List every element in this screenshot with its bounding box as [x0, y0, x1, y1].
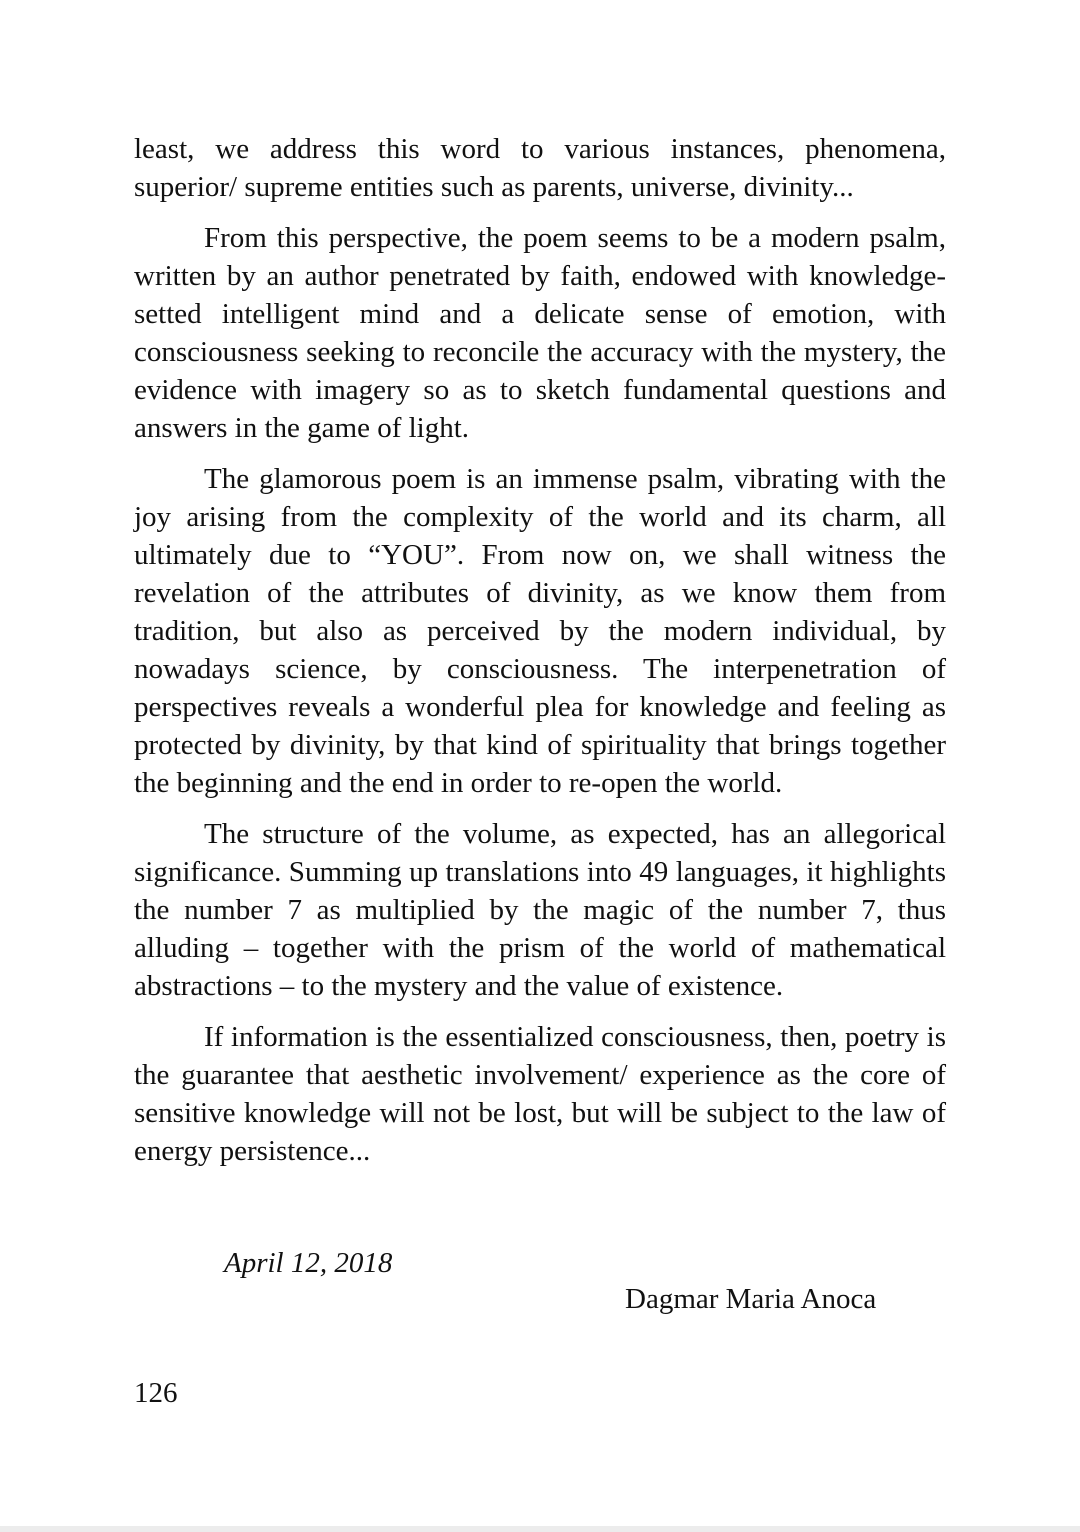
signature-date: April 12, 2018 [224, 1247, 393, 1279]
signature-author: Dagmar Maria Anoca [625, 1283, 877, 1315]
paragraph-volume-structure: The structure of the volume, as expected, has an allegorical significance. Summing up translations into 49 languages, it highlights the number 7 as multiplied by the magic of the number 7, thus alluding – together with the prism of the world of mathematical abstractions – to the mystery and the value of existence. [134, 818, 946, 1002]
paragraph-modern-psalm: From this perspective, the poem seems to be a modern psalm, written by an author penetrated by faith, endowed with knowledge-setted intelligent mind and a delicate sense of emotion, with consciousness seeking to reconcile the accuracy with the mystery, the evidence with imagery so as to sketch fundamental questions and answers in the game of light. [134, 222, 946, 444]
paragraph-information-poetry: If information is the essentialized consciousness, then, poetry is the guarantee that aesthetic involvement/ experience as the core of sensitive knowledge will not be lost, but will be subject to the law of energy persistence... [134, 1021, 946, 1167]
paragraph-glamorous-poem: The glamorous poem is an immense psalm, vibrating with the joy arising from the complexity of the world and its charm, all ultimately due to “YOU”. From now on, we shall witness the revelation of the attributes of divinity, as we know them from tradition, but also as perceived by the modern individual, by nowadays science, by consciousness. The interpenetration of perspectives reveals a wonderful plea for knowledge and feeling as protected by divinity, by that kind of spirituality that brings together the beginning and the end in order to re-open the world. [134, 463, 946, 799]
page-number: 126 [134, 1377, 178, 1409]
paragraph-continued: least, we address this word to various instances, phenomena, superior/ supreme entities such as parents, universe, divinity... [134, 133, 946, 203]
body-text [134, 130, 946, 1183]
page-bottom-edge [0, 1526, 1080, 1532]
